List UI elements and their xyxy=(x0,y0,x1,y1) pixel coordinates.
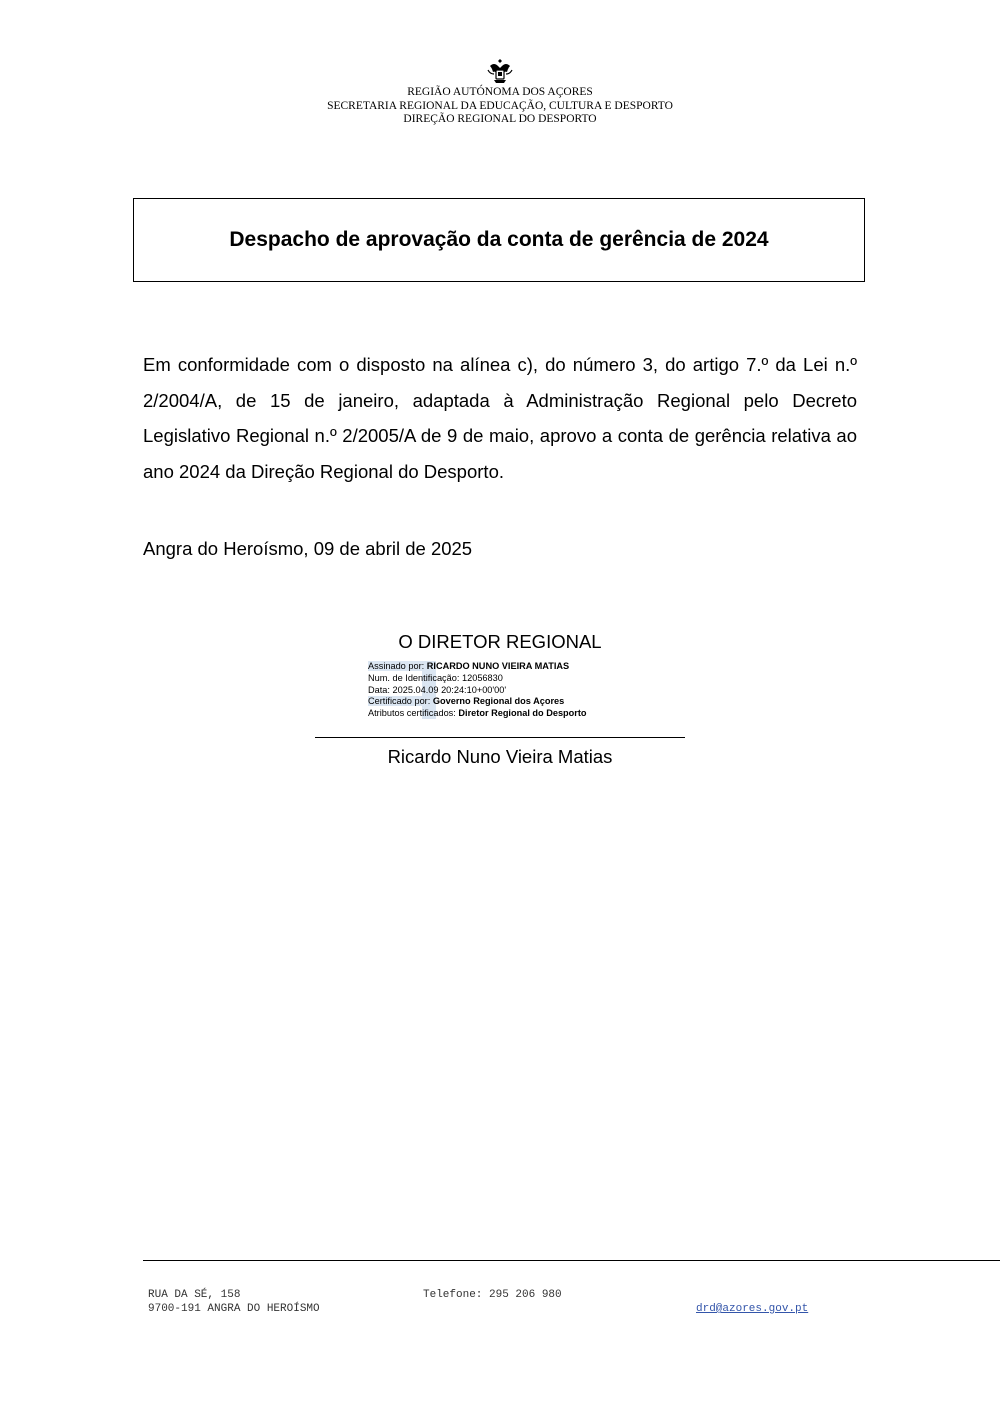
signature-signed-by: Assinado por: RICARDO NUNO VIEIRA MATIAS xyxy=(368,661,570,671)
title-box xyxy=(133,198,865,282)
signature-line xyxy=(315,737,685,738)
digital-signature-block[interactable] xyxy=(368,661,587,720)
footer-address xyxy=(148,1288,320,1316)
letterhead xyxy=(0,86,1000,127)
signature-date: Data: 2025.04.09 20:24:10+00'00' xyxy=(368,684,507,695)
footer-divider xyxy=(143,1260,1000,1261)
footer-phone: Telefone: 295 206 980 xyxy=(423,1289,562,1301)
place-date: Angra do Heroísmo, 09 de abril de 2025 xyxy=(143,538,473,559)
footer-address-line1: RUA DA SÉ, 158 xyxy=(148,1289,241,1301)
footer-email-link[interactable]: drd@azores.gov.pt xyxy=(696,1303,809,1315)
header-directorate: DIREÇÃO REGIONAL DO DESPORTO xyxy=(403,113,597,125)
signer-name: Ricardo Nuno Vieira Matias xyxy=(387,746,613,767)
header-region: REGIÃO AUTÓNOMA DOS AÇORES xyxy=(407,86,593,98)
footer-address-line2: 9700-191 ANGRA DO HEROÍSMO xyxy=(148,1303,320,1315)
signer-role: O DIRETOR REGIONAL xyxy=(398,631,602,652)
coat-of-arms-icon xyxy=(486,58,514,86)
signature-id: Num. de Identificação: 12056830 xyxy=(368,672,503,683)
signature-certified-by: Certificado por: Governo Regional dos Açores xyxy=(368,696,565,707)
document-title: Despacho de aprovação da conta de gerência de 2024 xyxy=(229,228,769,251)
body-paragraph: Em conformidade com o disposto na alínea c), do número 3, do artigo 7.º da Lei n.º 2/2004/A, de 15 de janeiro, adaptada à Administração Regional pelo Decreto Legislativo Regional n.º 2/2005/A de 9 de maio, aprovo a conta de gerência relativa ao ano 2024 da Direção Regional do Desporto. xyxy=(143,354,857,482)
header-secretariat: SECRETARIA REGIONAL DA EDUCAÇÃO, CULTURA E DESPORTO xyxy=(327,99,673,112)
signature-attributes: Atributos certificados: Diretor Regional do Desporto xyxy=(368,708,587,719)
